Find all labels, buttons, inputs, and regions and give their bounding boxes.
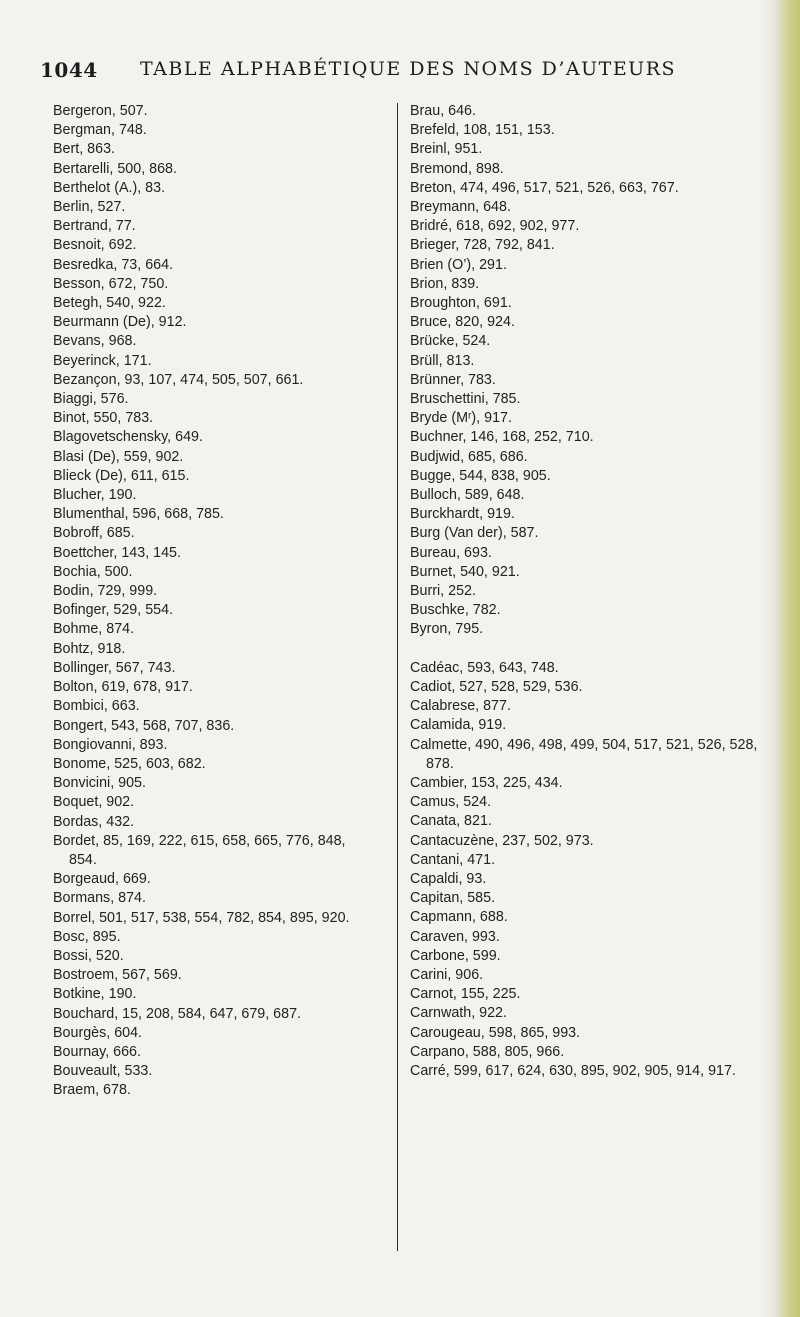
page-header xyxy=(40,58,760,92)
index-entry: Cambier, 153, 225, 434. xyxy=(410,774,563,791)
index-entry: Beurmann (De), 912. xyxy=(53,314,187,331)
section-gap xyxy=(410,640,760,659)
index-entry: Bohtz, 918. xyxy=(53,640,126,657)
index-entry: Blasi (De), 559, 902. xyxy=(53,448,184,465)
index-entry: Brieger, 728, 792, 841. xyxy=(410,237,555,254)
index-entry: Brücke, 524. xyxy=(410,333,491,350)
index-entry: Carini, 906. xyxy=(410,966,484,983)
index-entry: Cantacuzène, 237, 502, 973. xyxy=(410,832,594,849)
index-entry: Bongiovanni, 893. xyxy=(53,736,168,753)
index-entry: Bertrand, 77. xyxy=(53,218,136,235)
index-entry: Bongert, 543, 568, 707, 836. xyxy=(53,717,235,734)
index-entry: Bosc, 895. xyxy=(53,928,121,945)
index-entry: Blumenthal, 596, 668, 785. xyxy=(53,506,224,523)
index-entry: Bordas, 432. xyxy=(53,813,135,830)
index-entry: Bochia, 500. xyxy=(53,563,133,580)
index-entry: Burg (Van der), 587. xyxy=(410,525,539,542)
index-entry: Berthelot (A.), 83. xyxy=(53,179,166,196)
index-entry: Boquet, 902. xyxy=(53,794,135,811)
index-column-right xyxy=(410,102,760,1081)
index-entry: Besson, 672, 750. xyxy=(53,275,169,292)
index-entry: Bombici, 663. xyxy=(53,698,140,715)
index-entry: Caraven, 993. xyxy=(410,928,500,945)
index-entry: Bordet, 85, 169, 222, 615, 658, 665, 776, 848, 854. xyxy=(53,832,346,868)
index-entry: Brefeld, 108, 151, 153. xyxy=(410,122,555,139)
index-entry: Bonome, 525, 603, 682. xyxy=(53,755,206,772)
index-entry: Beyerinck, 171. xyxy=(53,352,152,369)
index-entry: Brüll, 813. xyxy=(410,352,475,369)
index-entry: Calabrese, 877. xyxy=(410,698,511,715)
index-entry: Bouveault, 533. xyxy=(53,1063,153,1080)
index-entry: Besredka, 73, 664. xyxy=(53,256,174,273)
index-entry: Bergeron, 507. xyxy=(53,103,148,119)
page-edge-shadow xyxy=(762,0,800,1317)
index-entry: Botkine, 190. xyxy=(53,986,137,1003)
index-entry: Calamida, 919. xyxy=(410,717,507,734)
index-entry: Capitan, 585. xyxy=(410,890,496,907)
index-entry: Bert, 863. xyxy=(53,141,115,158)
index-entry: Burnet, 540, 921. xyxy=(410,563,520,580)
index-entry: Buschke, 782. xyxy=(410,602,501,619)
index-entry: Carré, 599, 617, 624, 630, 895, 902, 905, 914, 917. xyxy=(410,1062,736,1079)
column-divider xyxy=(397,103,398,1251)
index-entry: Carougeau, 598, 865, 993. xyxy=(410,1024,581,1041)
index-entry: Carpano, 588, 805, 966. xyxy=(410,1043,565,1060)
index-entry: Buchner, 146, 168, 252, 710. xyxy=(410,429,594,446)
index-entry: Cadiot, 527, 528, 529, 536. xyxy=(410,678,583,695)
index-entry: Braem, 678. xyxy=(53,1082,131,1099)
index-entry: Bezançon, 93, 107, 474, 505, 507, 661. xyxy=(53,371,304,388)
index-entry: Cadéac, 593, 643, 748. xyxy=(410,659,559,676)
index-entry: Borgeaud, 669. xyxy=(53,871,151,888)
index-entry: Canata, 821. xyxy=(410,813,492,830)
page-number: 1044 xyxy=(40,58,98,82)
index-entry: Bremond, 898. xyxy=(410,160,504,177)
index-entry: Bobroff, 685. xyxy=(53,525,135,542)
index-entry: Bourgès, 604. xyxy=(53,1024,143,1041)
index-entry: Betegh, 540, 922. xyxy=(53,295,166,312)
index-entry: Brau, 646. xyxy=(410,103,476,119)
index-entry: Bormans, 874. xyxy=(53,890,146,907)
index-entry: Burckhardt, 919. xyxy=(410,506,515,523)
index-entry: Bollinger, 567, 743. xyxy=(53,659,176,676)
index-entry: Bruschettini, 785. xyxy=(410,391,521,408)
index-entry: Bertarelli, 500, 868. xyxy=(53,160,177,177)
index-column-left xyxy=(53,102,375,1101)
index-entry: Bureau, 693. xyxy=(410,544,492,561)
index-entry: Carnwath, 922. xyxy=(410,1005,507,1022)
index-entry: Brion, 839. xyxy=(410,275,480,292)
index-entry: Breton, 474, 496, 517, 521, 526, 663, 767. xyxy=(410,179,679,196)
index-entry: Bryde (Mʳ), 917. xyxy=(410,410,512,427)
index-entry: Bruce, 820, 924. xyxy=(410,314,515,331)
index-entry: Bonvicini, 905. xyxy=(53,775,146,792)
index-entry: Borrel, 501, 517, 538, 554, 782, 854, 895, 920. xyxy=(53,909,350,926)
index-entry: Brünner, 783. xyxy=(410,371,496,388)
index-entry: Broughton, 691. xyxy=(410,295,512,312)
running-title: TABLE ALPHABÉTIQUE DES NOMS D’AUTEURS xyxy=(140,58,677,80)
index-entry: Burri, 252. xyxy=(410,583,476,600)
index-entry: Biaggi, 576. xyxy=(53,391,129,408)
index-entry: Blucher, 190. xyxy=(53,487,137,504)
index-entry: Byron, 795. xyxy=(410,621,484,638)
index-entry: Carbone, 599. xyxy=(410,947,501,964)
index-entry: Blagovetschensky, 649. xyxy=(53,429,203,446)
index-entry: Budjwid, 685, 686. xyxy=(410,448,528,465)
index-entry: Blieck (De), 611, 615. xyxy=(53,467,190,484)
index-entry: Bohme, 874. xyxy=(53,621,135,638)
index-entry: Binot, 550, 783. xyxy=(53,410,154,427)
index-entry: Bugge, 544, 838, 905. xyxy=(410,467,551,484)
index-entry: Bridré, 618, 692, 902, 977. xyxy=(410,218,580,235)
index-entry: Bouchard, 15, 208, 584, 647, 679, 687. xyxy=(53,1005,302,1022)
index-entry: Bergman, 748. xyxy=(53,122,147,139)
index-entry: Bodin, 729, 999. xyxy=(53,583,158,600)
index-entry: Capmann, 688. xyxy=(410,909,508,926)
index-entry: Besnoit, 692. xyxy=(53,237,137,254)
index-entry: Brien (O’), 291. xyxy=(410,256,507,273)
index-entry: Berlin, 527. xyxy=(53,199,126,216)
index-entry: Breinl, 951. xyxy=(410,141,483,158)
index-entry: Boettcher, 143, 145. xyxy=(53,544,181,561)
index-entry: Camus, 524. xyxy=(410,794,492,811)
index-entry: Bevans, 968. xyxy=(53,333,137,350)
index-entry: Breymann, 648. xyxy=(410,199,511,216)
index-entry: Bournay, 666. xyxy=(53,1043,141,1060)
index-entry: Bossi, 520. xyxy=(53,947,124,964)
index-entry: Bolton, 619, 678, 917. xyxy=(53,679,193,696)
index-entry: Cantani, 471. xyxy=(410,851,496,868)
index-entry: Bostroem, 567, 569. xyxy=(53,967,182,984)
index-entry: Bofinger, 529, 554. xyxy=(53,602,174,619)
index-entry: Bulloch, 589, 648. xyxy=(410,487,525,504)
index-entry: Calmette, 490, 496, 498, 499, 504, 517, 521, 526, 528, 878. xyxy=(410,736,758,772)
index-entry: Capaldi, 93. xyxy=(410,870,487,887)
index-entry: Carnot, 155, 225. xyxy=(410,986,521,1003)
